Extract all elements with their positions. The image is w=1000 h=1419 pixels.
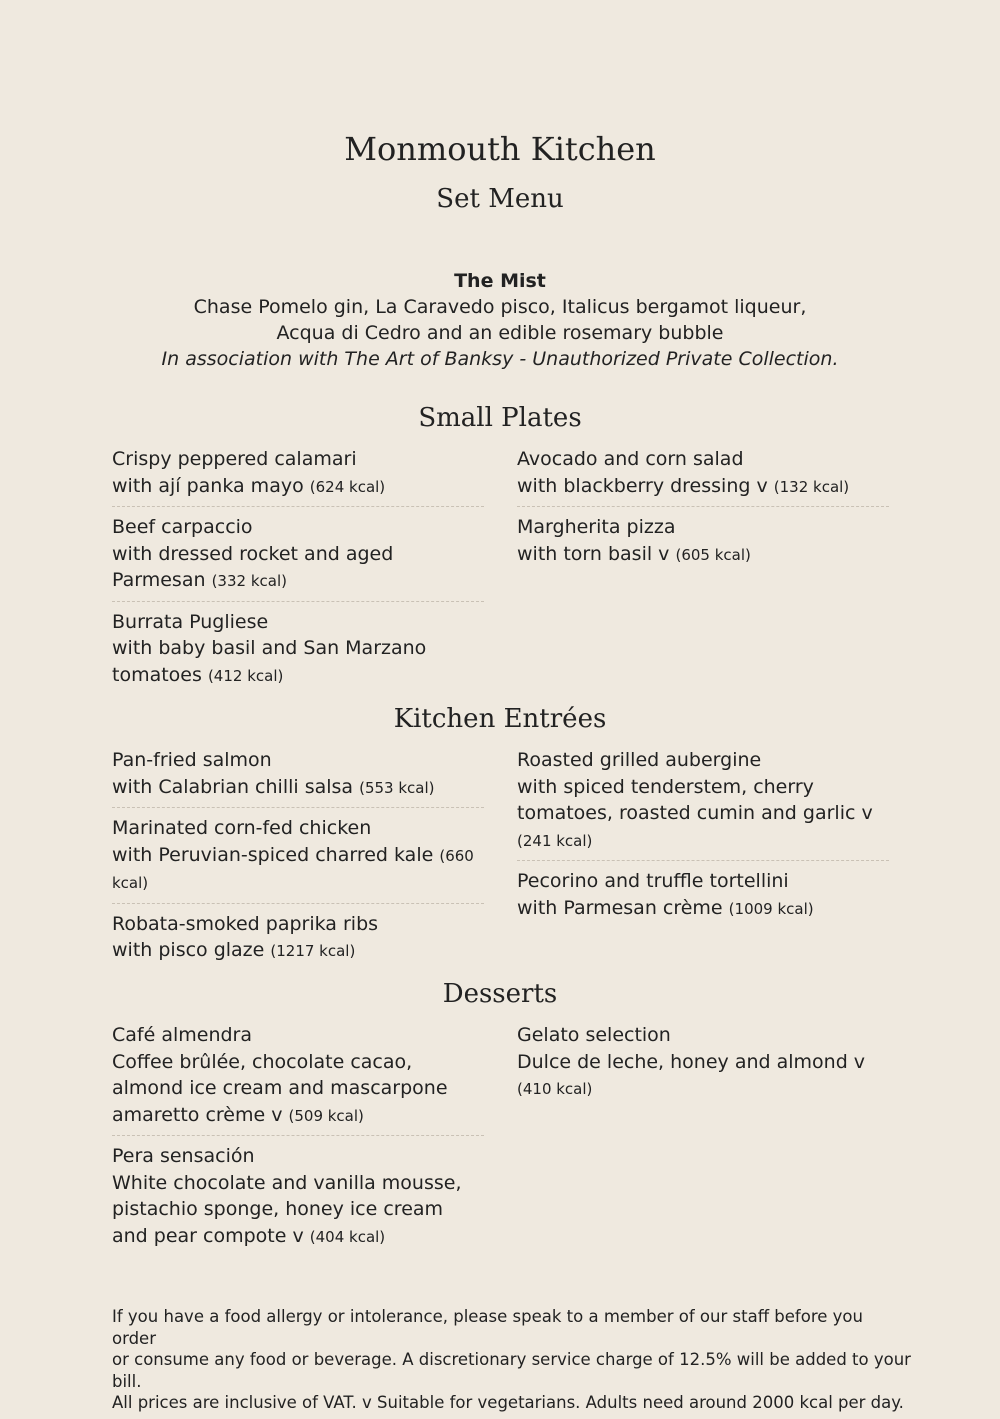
dish-description: with blackberry dressing v (517, 474, 768, 497)
dish-kcal: (412 kcal) (207, 666, 284, 685)
desserts-left-column (112, 1022, 484, 1263)
dish-kcal: (1217 kcal) (270, 942, 356, 960)
small-plates-left-column (112, 446, 484, 702)
dish-description: with torn basil v (517, 542, 670, 565)
section-title-small-plates: Small Plates (418, 403, 582, 433)
dish-name: Pan-fried salmon (112, 749, 272, 771)
section-title-kitchen-entrees: Kitchen Entrées (393, 704, 607, 734)
dish-name: Margherita pizza (517, 516, 676, 538)
menu-item (112, 609, 484, 696)
dish-description: with pisco glaze (112, 939, 265, 961)
menu-item (112, 446, 484, 507)
dish-description: Dulce de leche, honey and almond v (517, 1050, 866, 1073)
footer-line-1: If you have a food allergy or intolerance, please speak to a member of our staff before you order (112, 1307, 863, 1348)
menu-item (112, 911, 484, 971)
dish-description: White chocolate and vanilla mousse, pistachio sponge, honey ice cream and pear compote v (112, 1171, 462, 1247)
desserts-right-column (517, 1022, 889, 1116)
dish-kcal: (332 kcal) (211, 572, 287, 590)
dish-description: with dressed rocket and aged Parmesan (112, 542, 394, 591)
dish-kcal: (509 kcal) (288, 1106, 364, 1125)
allergy-footer (112, 1306, 912, 1414)
dish-name: Roasted grilled aubergine (517, 749, 762, 771)
dish-name: Pecorino and truffle tortellini (517, 870, 789, 892)
dish-description: with Parmesan crème (517, 896, 723, 919)
dish-kcal: (553 kcal) (359, 778, 435, 797)
cocktail-name: The Mist (454, 270, 546, 292)
dish-description: with ají panka mayo (112, 474, 304, 497)
menu-item (517, 446, 889, 507)
dish-kcal: (241 kcal) (517, 831, 593, 850)
menu-item (112, 1143, 484, 1256)
footer-line-2: or consume any food or beverage. A discretionary service charge of 12.5% will be added to your bill. (112, 1350, 911, 1391)
dish-name: Beef carpaccio (112, 516, 253, 538)
dish-kcal: (624 kcal) (309, 477, 386, 496)
dish-description: with spiced tenderstem, cherry tomatoes, roasted cumin and garlic v (517, 775, 873, 824)
dish-description: Coffee brûlée, chocolate cacao, almond ice cream and mascarpone amaretto crème v (112, 1050, 448, 1126)
menu-item (517, 868, 889, 928)
menu-subtitle: Set Menu (436, 184, 564, 214)
dish-name: Marinated corn-fed chicken (112, 817, 372, 839)
menu-item (517, 514, 889, 574)
dish-name: Gelato selection (517, 1024, 671, 1046)
menu-item (517, 1022, 889, 1109)
footer-line-3: All prices are inclusive of VAT. v Suitable for vegetarians. Adults need around 2000 kcal per day. (112, 1393, 904, 1412)
cocktail-ingredients-line-1: Chase Pomelo gin, La Caravedo pisco, Italicus bergamot liqueur, (193, 296, 807, 318)
dish-name: Robata-smoked paprika ribs (112, 912, 379, 935)
dish-kcal: (1009 kcal) (728, 899, 814, 918)
dish-name: Burrata Pugliese (112, 610, 269, 633)
dish-kcal: (410 kcal) (517, 1080, 593, 1098)
menu-item (112, 514, 484, 602)
menu-item (112, 1022, 484, 1136)
small-plates-right-column (517, 446, 889, 581)
dish-kcal: (605 kcal) (675, 545, 751, 564)
dish-name: Pera sensación (112, 1145, 255, 1167)
cocktail-note: In association with The Art of Banksy - Unauthorized Private Collection. (161, 348, 839, 370)
cocktail-ingredients-line-2: Acqua di Cedro and an edible rosemary bubble (276, 322, 724, 344)
dish-description: with baby basil and San Marzano tomatoes (112, 637, 427, 686)
entrees-left-column (112, 747, 484, 978)
dish-name: Crispy peppered calamari (112, 448, 357, 470)
section-title-desserts: Desserts (442, 979, 558, 1009)
dish-name: Avocado and corn salad (517, 448, 744, 470)
menu-title: Monmouth Kitchen (344, 130, 656, 168)
entrees-right-column (517, 747, 889, 935)
cocktail-feature (0, 268, 1000, 372)
menu-item (112, 747, 484, 808)
dish-name: Café almendra (112, 1024, 253, 1046)
dish-description: with Calabrian chilli salsa (112, 775, 354, 798)
menu-item (517, 747, 889, 861)
dish-kcal: (660 kcal) (112, 846, 474, 892)
dish-kcal: (132 kcal) (773, 477, 850, 496)
menu-item (112, 815, 484, 904)
dish-description: with Peruvian-spiced charred kale (112, 843, 434, 866)
dish-kcal: (404 kcal) (309, 1227, 386, 1246)
